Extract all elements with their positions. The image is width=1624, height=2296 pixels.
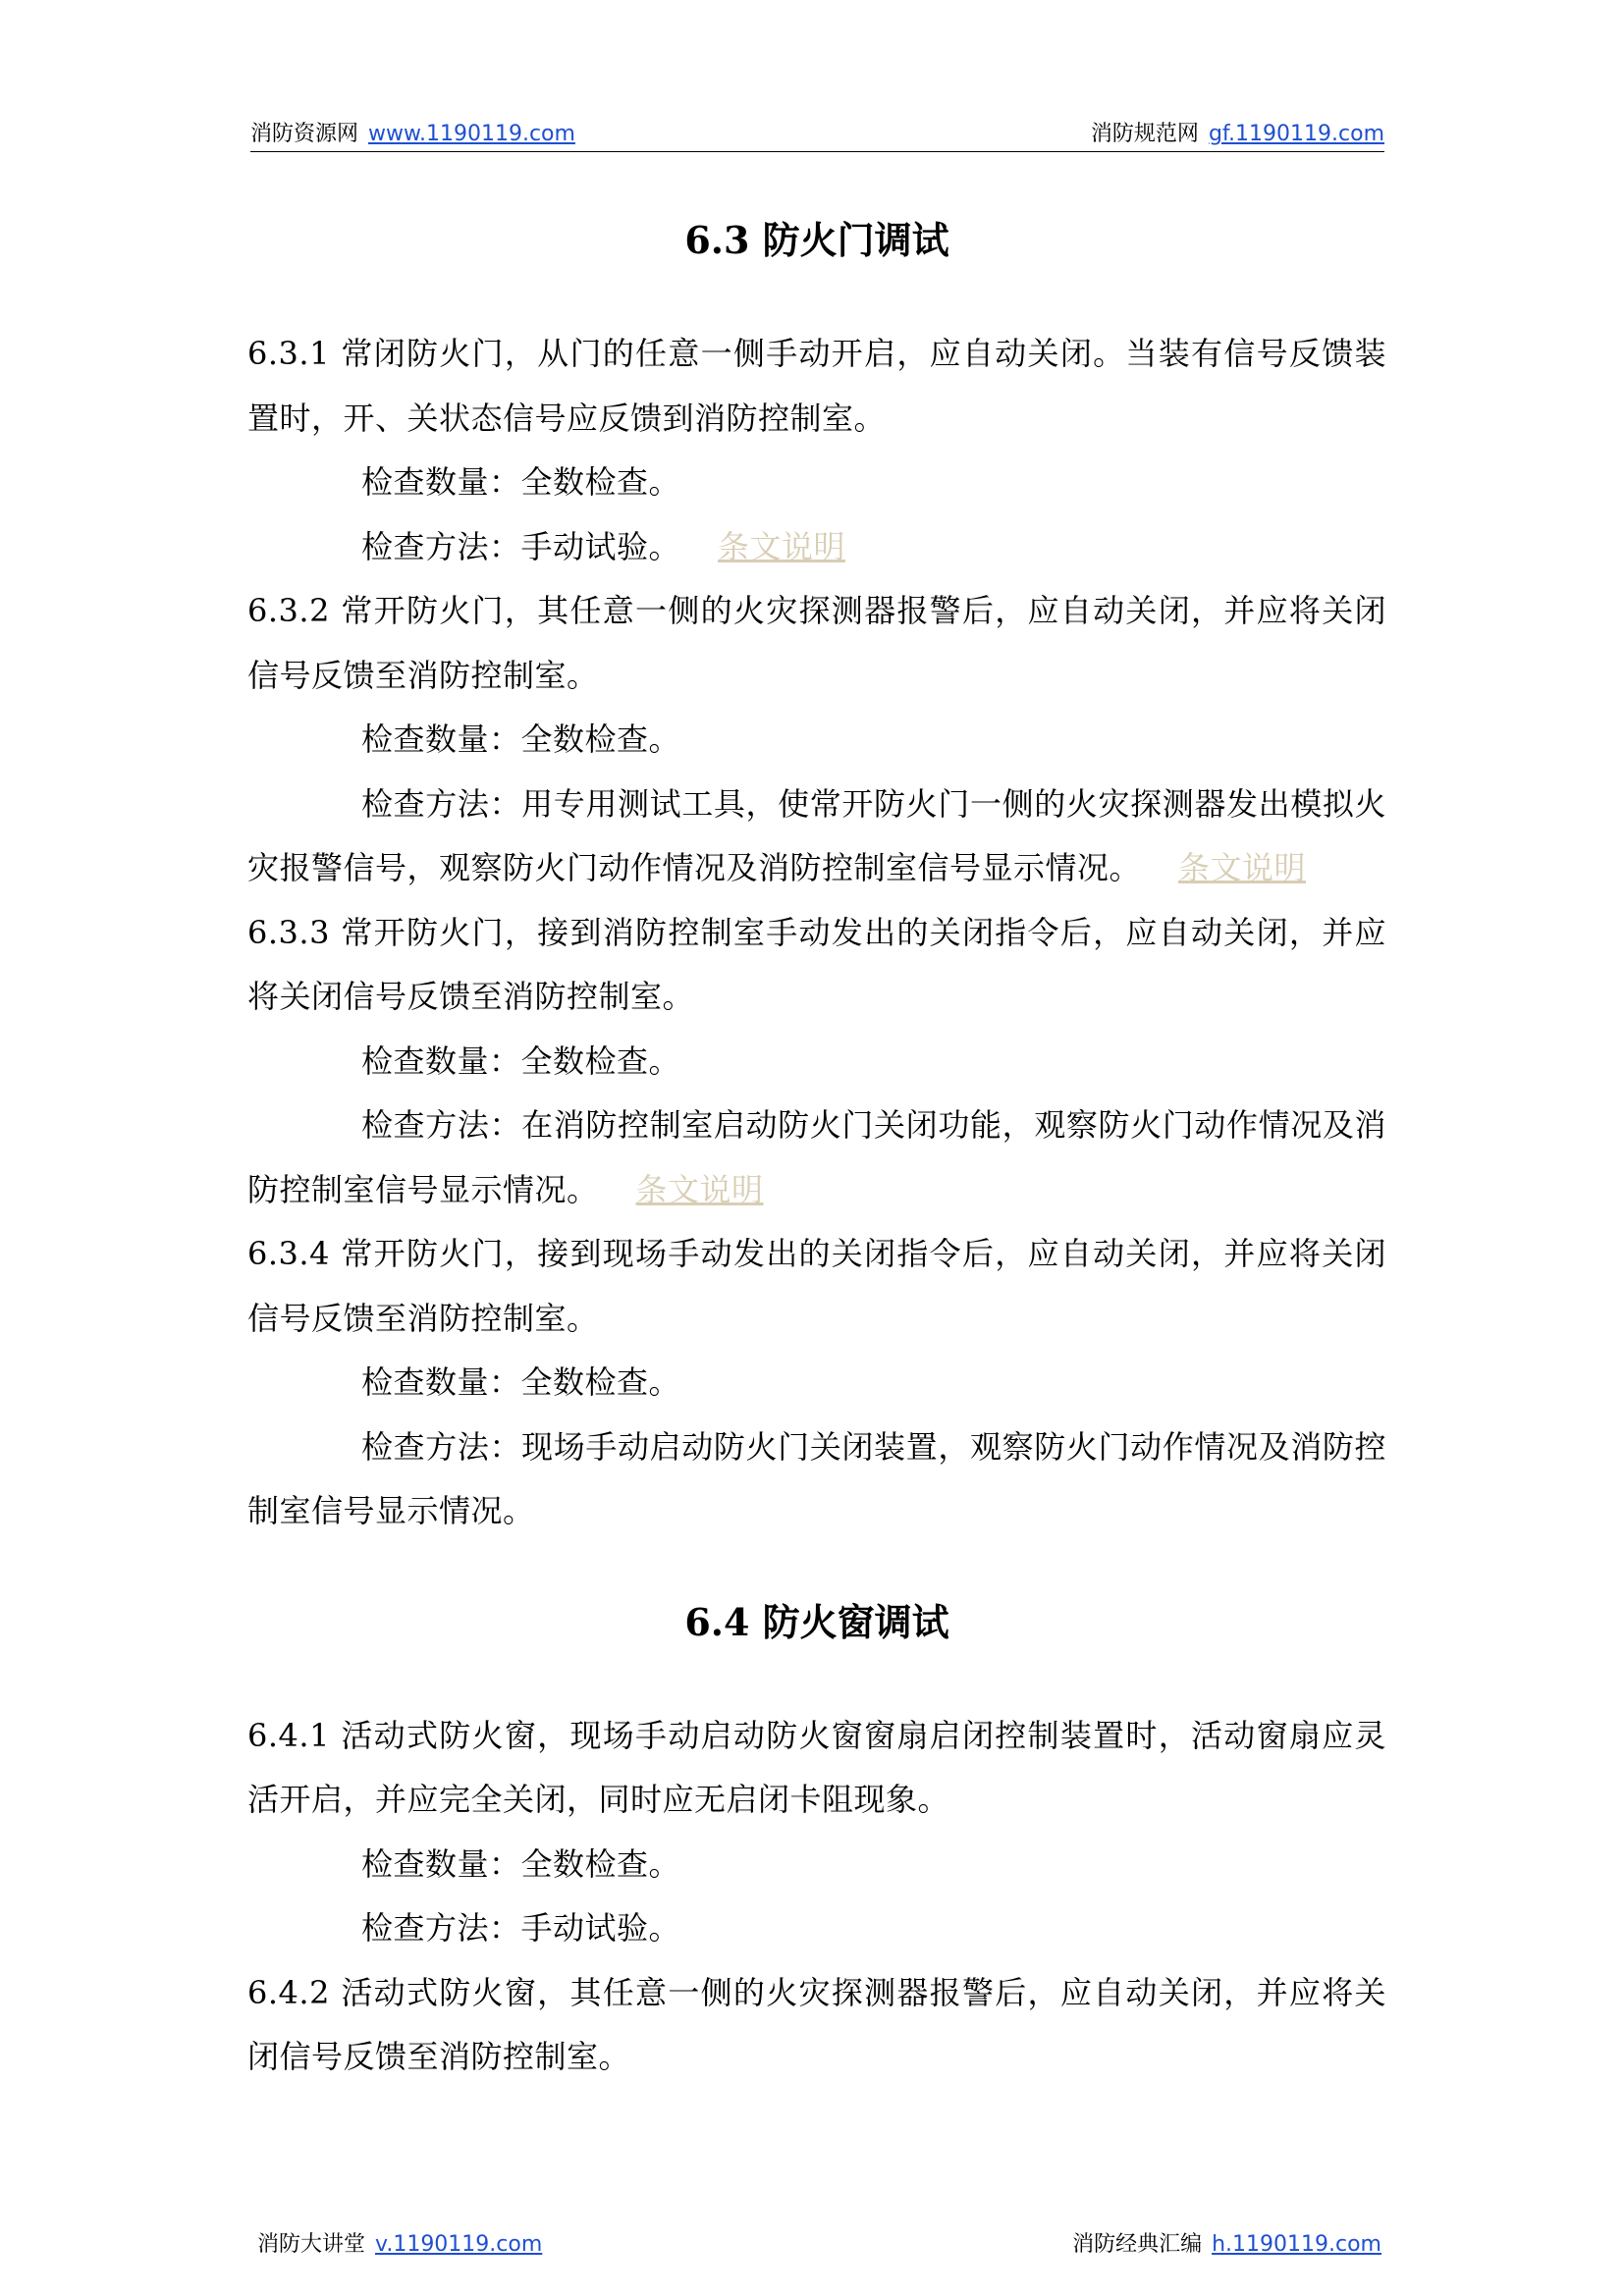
clause-6-3-1-method-line xyxy=(247,515,1386,580)
header-right xyxy=(1091,120,1384,149)
clause-6-3-1-method: 检查方法：手动试验。 xyxy=(361,527,681,565)
header-left-site-name: 消防资源网 xyxy=(250,122,359,146)
footer-left xyxy=(257,2230,542,2260)
footer-right xyxy=(1072,2230,1381,2260)
header-right-url-link[interactable]: gf.1190119.com xyxy=(1208,122,1384,146)
clause-6-3-4: 6.3.4 常开防火门，接到现场手动发出的关闭指令后，应自动关闭，并应将关闭信号反馈至消防控制室。 xyxy=(247,1235,1386,1337)
clause-6-3-3-method-line xyxy=(247,1094,1386,1222)
clause-6-4-1-quantity: 检查数量：全数检查。 xyxy=(361,1844,681,1883)
document-body xyxy=(247,211,1386,2090)
page-footer xyxy=(257,2230,1381,2260)
clause-6-3-2: 6.3.2 常开防火门，其任意一侧的火灾探测器报警后，应自动关闭，并应将关闭信号反馈至消防控制室。 xyxy=(247,592,1386,694)
clause-6-3-4-method: 检查方法：现场手动启动防火门关闭装置，观察防火门动作情况及消防控制室信号显示情况。 xyxy=(247,1427,1386,1529)
clause-6-4-2: 6.4.2 活动式防火窗，其任意一侧的火灾探测器报警后，应自动关闭，并应将关闭信号反馈至消防控制室。 xyxy=(247,1973,1386,2075)
section-6-4-title: 6.4 防火窗调试 xyxy=(684,1599,949,1644)
clause-6-3-2-note-link[interactable]: 条文说明 xyxy=(1178,849,1307,886)
clause-6-3-2-quantity: 检查数量：全数检查。 xyxy=(361,721,681,758)
clause-6-3-2-method: 检查方法：用专用测试工具，使常开防火门一侧的火灾探测器发出模拟火灾报警信号，观察防火门动作情况及消防控制室信号显示情况。 xyxy=(247,784,1386,886)
clause-6-3-2-method-line xyxy=(247,773,1386,901)
clause-6-3-1-quantity: 检查数量：全数检查。 xyxy=(361,463,681,501)
clause-6-3-1: 6.3.1 常闭防火门，从门的任意一侧手动开启，应自动关闭。当装有信号反馈装置时，开、关状态信号应反馈到消防控制室。 xyxy=(247,335,1386,437)
clause-6-3-3-quantity: 检查数量：全数检查。 xyxy=(361,1041,681,1080)
footer-right-site-name: 消防经典汇编 xyxy=(1072,2232,1203,2257)
page-header xyxy=(250,120,1384,152)
clause-6-3-3-note-link[interactable]: 条文说明 xyxy=(635,1170,764,1208)
footer-left-url-link[interactable]: v.1190119.com xyxy=(375,2232,543,2257)
clause-6-3-3-method: 检查方法：在消防控制室启动防火门关闭功能，观察防火门动作情况及消防控制室信号显示情况。 xyxy=(247,1106,1386,1208)
header-right-site-name: 消防规范网 xyxy=(1090,122,1199,146)
clause-6-3-1-note-link[interactable]: 条文说明 xyxy=(718,527,846,565)
footer-left-site-name: 消防大讲堂 xyxy=(257,2232,366,2257)
header-left-url-link[interactable]: www.1190119.com xyxy=(368,122,575,146)
header-left xyxy=(250,120,575,149)
clause-6-4-1: 6.4.1 活动式防火窗，现场手动启动防火窗窗扇启闭控制装置时，活动窗扇应灵活开启，并应完全关闭，同时应无启闭卡阻现象。 xyxy=(247,1716,1386,1818)
footer-right-url-link[interactable]: h.1190119.com xyxy=(1212,2232,1381,2257)
clause-6-3-4-quantity: 检查数量：全数检查。 xyxy=(361,1363,681,1401)
clause-6-4-1-method: 检查方法：手动试验。 xyxy=(361,1909,681,1947)
clause-6-3-3: 6.3.3 常开防火门，接到消防控制室手动发出的关闭指令后，应自动关闭，并应将关闭信号反馈至消防控制室。 xyxy=(247,913,1386,1015)
section-6-3-title: 6.3 防火门调试 xyxy=(684,218,949,262)
